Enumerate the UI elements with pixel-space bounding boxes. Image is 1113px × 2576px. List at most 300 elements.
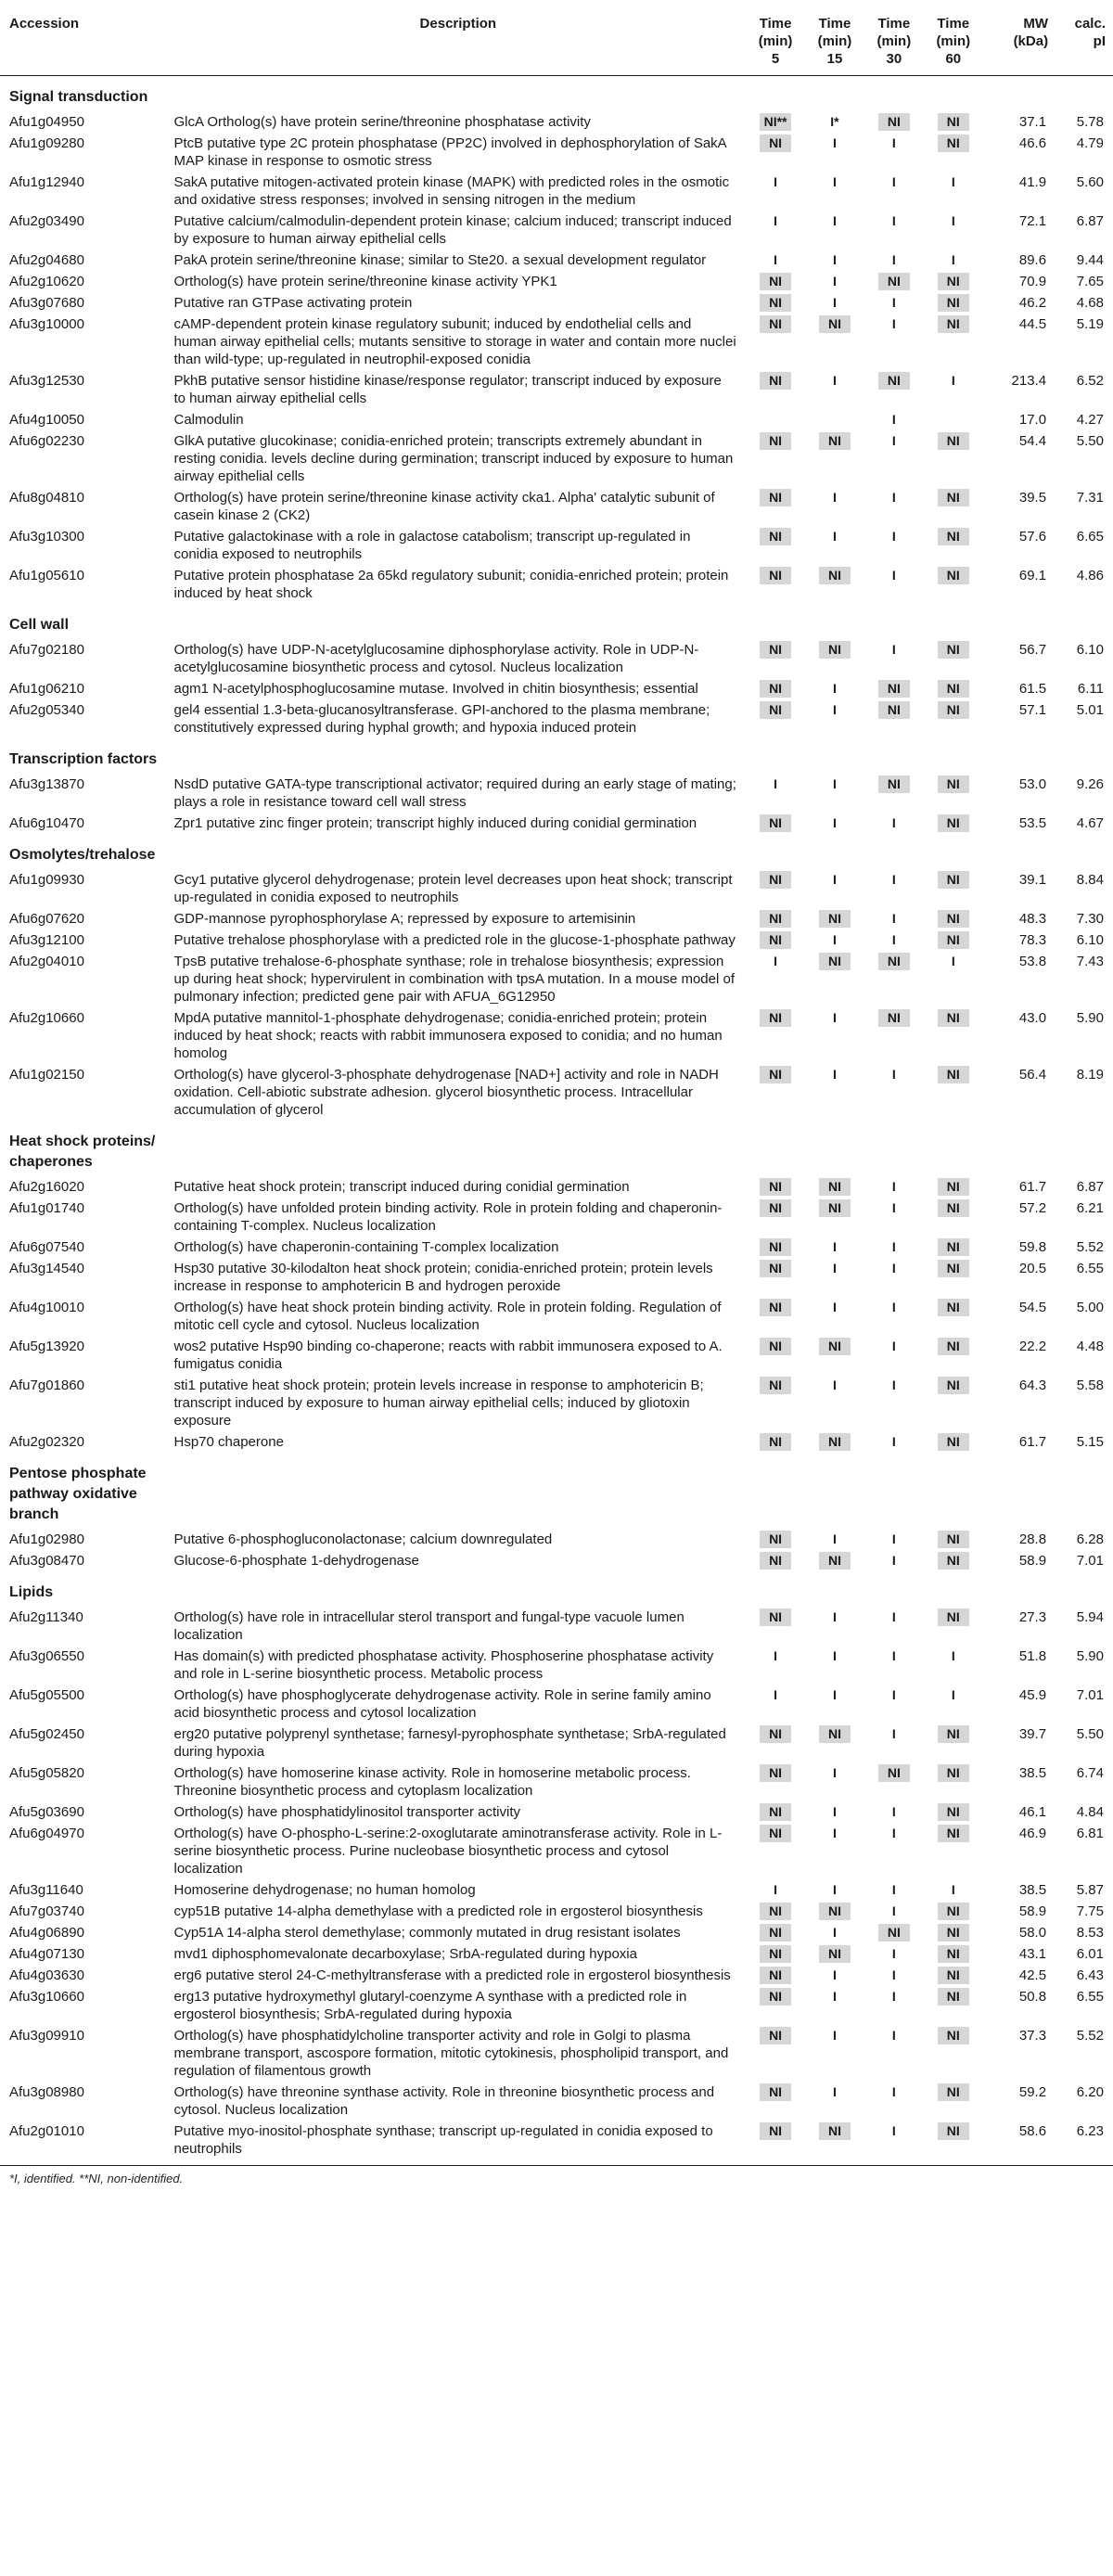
time-cell (746, 1297, 805, 1336)
time-cell (746, 1550, 805, 1571)
status-badge-non-identified: NI (760, 567, 791, 584)
pi-cell: 6.74 (1076, 1765, 1104, 1781)
table-row (0, 1943, 1113, 1965)
time-cell (924, 2121, 983, 2166)
pi-cell: 5.58 (1076, 1378, 1104, 1393)
time-cell (924, 211, 983, 250)
status-badge-non-identified: NI (819, 1199, 851, 1217)
description-cell: PkhB putative sensor histidine kinase/response regulator; transcript induced by exposure to human airway epithelial cells (173, 373, 722, 406)
status-badge-non-identified: NI (938, 1238, 969, 1256)
header-pi: calc. pI (1055, 0, 1113, 76)
time-cell (746, 2025, 805, 2082)
time-cell (924, 409, 983, 430)
pi-cell: 4.27 (1076, 412, 1104, 428)
table-row (0, 1801, 1113, 1823)
status-badge-identified: I (951, 954, 955, 968)
accession-cell: Afu2g11340 (9, 1609, 83, 1625)
status-badge-identified: I (833, 1804, 837, 1819)
pi-cell: 6.87 (1076, 1179, 1104, 1195)
accession-cell: Afu7g01860 (9, 1378, 84, 1393)
accession-cell: Afu3g13870 (9, 776, 84, 792)
mw-cell: 43.0 (1018, 1010, 1047, 1026)
time-cell (746, 1943, 805, 1965)
status-badge-non-identified: NI (878, 701, 910, 719)
status-badge-non-identified: NI (760, 1967, 791, 1984)
description-cell: GlkA putative glucokinase; conidia-enriched protein; transcripts extremely abundant in resting conidia. levels decline during germination; transcript induced by exposure to human airway epithelial cells (173, 433, 734, 484)
status-badge-identified: I (833, 213, 837, 228)
pi-cell: 6.21 (1076, 1200, 1104, 1216)
mw-cell: 44.5 (1018, 316, 1047, 332)
time-cell (864, 1986, 924, 2025)
header-time-5: Time (min) 5 (746, 0, 805, 76)
mw-cell: 28.8 (1018, 1532, 1047, 1547)
status-badge-identified: I (891, 1882, 896, 1897)
accession-cell: Afu3g07680 (9, 295, 84, 311)
time-cell (864, 1922, 924, 1943)
status-badge-non-identified: NI** (760, 113, 791, 131)
time-cell (924, 1901, 983, 1922)
time-cell (805, 1901, 864, 1922)
status-badge-non-identified: NI (938, 1066, 969, 1083)
status-badge-non-identified: NI (760, 1552, 791, 1570)
status-badge-non-identified: NI (760, 2083, 791, 2101)
section-row (0, 1453, 1113, 1529)
accession-cell: Afu2g16020 (9, 1179, 84, 1195)
time-cell (924, 172, 983, 211)
accession-cell: Afu2g04680 (9, 252, 84, 268)
status-badge-identified: I (891, 642, 896, 657)
pi-cell: 4.67 (1076, 815, 1104, 831)
time-cell (924, 1724, 983, 1762)
table-row (0, 2025, 1113, 2082)
description-cell: Ortholog(s) have homoserine kinase activity. Role in homoserine metabolic process. Threonine biosynthetic process and cytoplasm localization (173, 1765, 691, 1799)
mw-cell: 41.9 (1018, 174, 1047, 190)
status-badge-identified: I (774, 1648, 777, 1663)
time-cell (864, 1064, 924, 1121)
status-badge-non-identified: NI (878, 1764, 910, 1782)
description-cell: Ortholog(s) have UDP-N-acetylglucosamine diphosphorylase activity. Role in UDP-N-acetylglucosamine biosynthetic process and cytosol. Nucleus localization (173, 642, 699, 675)
section-title: Osmolytes/trehalose (9, 847, 156, 863)
status-badge-non-identified: NI (760, 910, 791, 928)
table-row (0, 565, 1113, 604)
time-cell (805, 409, 864, 430)
time-cell (746, 869, 805, 908)
header-time-60: Time (min) 60 (924, 0, 983, 76)
status-badge-non-identified: NI (760, 315, 791, 333)
status-badge-non-identified: NI (760, 2122, 791, 2140)
pi-cell: 6.28 (1076, 1532, 1104, 1547)
status-badge-identified: I (951, 252, 955, 267)
mw-cell: 56.7 (1018, 642, 1047, 658)
mw-cell: 61.7 (1018, 1434, 1047, 1450)
time-cell (746, 1607, 805, 1646)
status-badge-non-identified: NI (938, 567, 969, 584)
time-cell (805, 1375, 864, 1431)
status-badge-identified: I (833, 1925, 837, 1940)
accession-cell: Afu1g02980 (9, 1532, 84, 1547)
table-row (0, 1431, 1113, 1453)
status-badge-non-identified: NI (938, 1924, 969, 1942)
status-badge-non-identified: NI (938, 1260, 969, 1277)
status-badge-non-identified: NI (819, 432, 851, 450)
time-cell (746, 2121, 805, 2166)
mw-cell: 45.9 (1018, 1687, 1047, 1703)
section-title: Cell wall (9, 617, 70, 633)
pi-cell: 8.19 (1076, 1067, 1104, 1083)
mw-cell: 39.1 (1018, 872, 1047, 888)
status-badge-non-identified: NI (938, 2027, 969, 2044)
header-row (0, 0, 1113, 76)
time-cell (864, 1879, 924, 1901)
table-row (0, 1965, 1113, 1986)
status-badge-non-identified: NI (819, 315, 851, 333)
description-cell: Ortholog(s) have heat shock protein binding activity. Role in protein folding. Regulation of mitotic cell cycle and cytosol. Nucleus localization (173, 1300, 722, 1333)
time-cell (864, 1646, 924, 1685)
status-badge-non-identified: NI (938, 1299, 969, 1316)
status-badge-identified: I (891, 316, 896, 331)
status-badge-identified: I (891, 2084, 896, 2099)
time-cell (805, 1922, 864, 1943)
section-title: Lipids (9, 1584, 54, 1600)
pi-cell: 6.65 (1076, 529, 1104, 545)
time-cell (864, 951, 924, 1007)
time-cell (746, 172, 805, 211)
time-cell (746, 1823, 805, 1879)
description-cell: PtcB putative type 2C protein phosphatase (PP2C) involved in dephosphorylation of SakA MAP kinase in response to osmotic stress (173, 135, 726, 169)
status-badge-non-identified: NI (938, 641, 969, 659)
status-badge-identified: I (951, 373, 955, 388)
status-badge-non-identified: NI (938, 315, 969, 333)
time-cell (805, 314, 864, 370)
status-badge-non-identified: NI (938, 1967, 969, 1984)
status-badge-non-identified: NI (760, 2027, 791, 2044)
table-row (0, 250, 1113, 271)
status-badge-non-identified: NI (760, 1903, 791, 1920)
accession-cell: Afu3g14540 (9, 1261, 84, 1276)
status-badge-identified: I (891, 1067, 896, 1082)
status-empty (938, 411, 969, 429)
mw-cell: 37.1 (1018, 114, 1047, 130)
pi-cell: 7.30 (1076, 911, 1104, 927)
status-badge-identified: I (951, 1687, 955, 1702)
status-badge-identified: I (951, 213, 955, 228)
mw-cell: 61.7 (1018, 1179, 1047, 1195)
mw-cell: 59.8 (1018, 1239, 1047, 1255)
accession-cell: Afu5g05820 (9, 1765, 84, 1781)
accession-cell: Afu1g04950 (9, 114, 84, 130)
status-badge-non-identified: NI (819, 567, 851, 584)
accession-cell: Afu6g07620 (9, 911, 84, 927)
table-row (0, 2082, 1113, 2121)
time-cell (805, 2025, 864, 2082)
pi-cell: 6.87 (1076, 213, 1104, 229)
description-cell: Ortholog(s) have phosphoglycerate dehydrogenase activity. Role in serine family amino acid biosynthetic process and cytosol localization (173, 1687, 711, 1721)
pi-cell: 9.44 (1076, 252, 1104, 268)
table-row (0, 1258, 1113, 1297)
description-cell: mvd1 diphosphomevalonate decarboxylase; SrbA-regulated during hypoxia (173, 1946, 637, 1962)
status-badge-identified: I (833, 2028, 837, 2043)
time-cell (746, 1529, 805, 1550)
table-row (0, 1529, 1113, 1550)
table-row (0, 699, 1113, 738)
accession-cell: Afu7g03740 (9, 1903, 84, 1919)
table-row (0, 271, 1113, 292)
pi-cell: 8.84 (1076, 872, 1104, 888)
pi-cell: 5.19 (1076, 316, 1104, 332)
status-badge-non-identified: NI (819, 2122, 851, 2140)
status-badge-identified: I (891, 1609, 896, 1624)
time-cell (924, 1176, 983, 1198)
time-cell (746, 678, 805, 699)
status-badge-non-identified: NI (878, 372, 910, 390)
status-badge-non-identified: NI (760, 1338, 791, 1355)
time-cell (805, 2121, 864, 2166)
status-badge-non-identified: NI (760, 641, 791, 659)
status-badge-non-identified: NI (938, 1945, 969, 1963)
time-cell (805, 1646, 864, 1685)
mw-cell: 39.5 (1018, 490, 1047, 506)
status-badge-non-identified: NI (938, 701, 969, 719)
mw-cell: 46.1 (1018, 1804, 1047, 1820)
status-badge-identified: I (891, 529, 896, 544)
table-row (0, 1607, 1113, 1646)
mw-cell: 53.5 (1018, 815, 1047, 831)
time-cell (864, 526, 924, 565)
status-badge-non-identified: NI (760, 273, 791, 290)
accession-cell: Afu3g12100 (9, 932, 84, 948)
accession-cell: Afu1g09280 (9, 135, 84, 151)
time-cell (864, 1529, 924, 1550)
accession-cell: Afu5g13920 (9, 1339, 84, 1354)
time-cell (746, 1922, 805, 1943)
time-cell (864, 1607, 924, 1646)
status-badge-identified: I (833, 274, 837, 288)
mw-cell: 57.6 (1018, 529, 1047, 545)
status-badge-non-identified: NI (760, 489, 791, 506)
time-cell (864, 1550, 924, 1571)
status-badge-identified: I (891, 1532, 896, 1546)
status-badge-identified: I (833, 135, 837, 150)
time-cell (864, 2121, 924, 2166)
time-cell (746, 409, 805, 430)
header-time-15: Time (min) 15 (805, 0, 864, 76)
time-cell (864, 813, 924, 834)
time-cell (746, 1431, 805, 1453)
status-badge-non-identified: NI (760, 1377, 791, 1394)
time-cell (924, 111, 983, 133)
time-cell (864, 1801, 924, 1823)
table-row (0, 1375, 1113, 1431)
description-cell: Putative calcium/calmodulin-dependent protein kinase; calcium induced; transcript induced by exposure to human airway epithelial cells (173, 213, 732, 247)
time-cell (805, 1550, 864, 1571)
status-badge-identified: I (891, 1804, 896, 1819)
time-cell (864, 774, 924, 813)
time-cell (924, 1198, 983, 1237)
time-cell (864, 1237, 924, 1258)
time-cell (924, 1336, 983, 1375)
time-cell (924, 487, 983, 526)
table-row (0, 1986, 1113, 2025)
description-cell: Glucose-6-phosphate 1-dehydrogenase (173, 1553, 419, 1569)
status-badge-identified: I (891, 1434, 896, 1449)
status-badge-non-identified: NI (938, 528, 969, 545)
description-cell: SakA putative mitogen-activated protein kinase (MAPK) with predicted roles in the osmotic and oxidative stress responses; involved in sensing nitrogen in the medium (173, 174, 730, 208)
status-badge-identified: I (833, 815, 837, 830)
pi-cell: 5.78 (1076, 114, 1104, 130)
time-cell (805, 1431, 864, 1453)
status-badge-non-identified: NI (760, 1066, 791, 1083)
time-cell (805, 430, 864, 487)
status-badge-identified: I (833, 932, 837, 947)
status-badge-identified: I (891, 1239, 896, 1254)
status-badge-non-identified: NI (938, 1377, 969, 1394)
status-badge-non-identified: NI (938, 294, 969, 312)
time-cell (805, 951, 864, 1007)
time-cell (924, 813, 983, 834)
status-badge-non-identified: NI (819, 1945, 851, 1963)
table-row (0, 211, 1113, 250)
accession-cell: Afu3g12530 (9, 373, 84, 389)
pi-cell: 7.43 (1076, 954, 1104, 969)
description-cell: erg13 putative hydroxymethyl glutaryl-coenzyme A synthase with a predicted role in ergosterol biosynthesis; SrbA-regulated during hypoxia (173, 1989, 687, 2022)
status-badge-identified: I (833, 174, 837, 189)
status-badge-identified: I (833, 1609, 837, 1624)
header-time-30: Time (min) 30 (864, 0, 924, 76)
time-cell (864, 1685, 924, 1724)
time-cell (924, 430, 983, 487)
header-description: Description (171, 0, 747, 76)
status-badge-identified: I (891, 1648, 896, 1663)
status-badge-identified: I (951, 174, 955, 189)
time-cell (864, 250, 924, 271)
status-badge-non-identified: NI (819, 910, 851, 928)
table-body (0, 76, 1113, 2166)
time-cell (924, 2025, 983, 2082)
pi-cell: 5.00 (1076, 1300, 1104, 1315)
status-empty (760, 411, 791, 429)
status-badge-non-identified: NI (938, 1764, 969, 1782)
mw-cell: 70.9 (1018, 274, 1047, 289)
status-badge-non-identified: NI (878, 1924, 910, 1942)
status-badge-identified: I (891, 1903, 896, 1918)
accession-cell: Afu1g01740 (9, 1200, 84, 1216)
accession-cell: Afu3g10300 (9, 529, 84, 545)
time-cell (746, 774, 805, 813)
accession-cell: Afu5g05500 (9, 1687, 84, 1703)
status-badge-non-identified: NI (760, 814, 791, 832)
mw-cell: 78.3 (1018, 932, 1047, 948)
time-cell (864, 678, 924, 699)
status-badge-identified: I (833, 1378, 837, 1392)
accession-cell: Afu4g10010 (9, 1300, 84, 1315)
status-badge-identified: I (891, 433, 896, 448)
time-cell (924, 1922, 983, 1943)
status-badge-non-identified: NI (760, 1260, 791, 1277)
time-cell (864, 271, 924, 292)
accession-cell: Afu4g07130 (9, 1946, 84, 1962)
status-badge-non-identified: NI (760, 931, 791, 949)
mw-cell: 54.5 (1018, 1300, 1047, 1315)
accession-cell: Afu6g02230 (9, 433, 84, 449)
accession-cell: Afu3g09910 (9, 2028, 84, 2044)
description-cell: MpdA putative mannitol-1-phosphate dehydrogenase; conidia-enriched protein; protein induced by heat shock; reacts with rabbit immunosera exposed to conidia; and no human homolog (173, 1010, 723, 1061)
status-badge-identified: I (774, 1687, 777, 1702)
accession-cell: Afu2g10660 (9, 1010, 84, 1026)
status-badge-identified: I (891, 1300, 896, 1314)
time-cell (746, 1646, 805, 1685)
status-badge-non-identified: NI (938, 931, 969, 949)
description-cell: gel4 essential 1.3-beta-glucanosyltransferase. GPI-anchored to the plasma membrane; constitutively expressed during hyphal growth; and hypoxia induced protein (173, 702, 710, 736)
status-badge-non-identified: NI (938, 113, 969, 131)
accession-cell: Afu3g08470 (9, 1553, 84, 1569)
status-badge-non-identified: NI (938, 1178, 969, 1196)
status-badge-identified: I (774, 1882, 777, 1897)
pi-cell: 4.86 (1076, 568, 1104, 583)
time-cell (805, 1336, 864, 1375)
time-cell (924, 1064, 983, 1121)
accession-cell: Afu6g07540 (9, 1239, 84, 1255)
table-row (0, 813, 1113, 834)
time-cell (924, 1529, 983, 1550)
accession-cell: Afu2g02320 (9, 1434, 84, 1450)
time-cell (924, 1237, 983, 1258)
status-badge-non-identified: NI (819, 1903, 851, 1920)
pi-cell: 6.20 (1076, 2084, 1104, 2100)
status-badge-identified: I (891, 568, 896, 583)
status-badge-identified: I (833, 1532, 837, 1546)
mw-cell: 42.5 (1018, 1967, 1047, 1983)
description-cell: Ortholog(s) have O-phospho-L-serine:2-oxoglutarate aminotransferase activity. Role in L-serine biosynthetic process. Purine nucleobase biosynthetic process and cytosol localization (173, 1826, 723, 1877)
accession-cell: Afu3g06550 (9, 1648, 84, 1664)
section-title: Signal transduction (9, 89, 148, 105)
table-row (0, 409, 1113, 430)
time-cell (805, 678, 864, 699)
mw-cell: 58.6 (983, 2121, 1055, 2166)
time-cell (924, 1258, 983, 1297)
description-cell: Putative 6-phosphogluconolactonase; calcium downregulated (173, 1532, 553, 1547)
time-cell (864, 487, 924, 526)
pi-cell: 5.52 (1076, 2028, 1104, 2044)
mw-cell: 58.9 (1018, 1903, 1047, 1919)
time-cell (805, 1297, 864, 1336)
description-cell: sti1 putative heat shock protein; protein levels increase in response to amphotericin B; transcript induced by exposure to human airway epithelial cells; induced by gliotoxin exposure (173, 1378, 704, 1429)
table-row (0, 1237, 1113, 1258)
header-mw: MW (kDa) (983, 0, 1055, 76)
status-badge-non-identified: NI (938, 1608, 969, 1626)
status-badge-non-identified: NI (938, 1552, 969, 1570)
accession-cell: Afu1g06210 (9, 681, 84, 697)
time-cell (746, 314, 805, 370)
section-title: Heat shock proteins/ chaperones (9, 1134, 156, 1170)
mw-cell: 56.4 (1018, 1067, 1047, 1083)
time-cell (805, 565, 864, 604)
accession-cell: Afu4g10050 (9, 412, 84, 428)
time-cell (746, 1258, 805, 1297)
status-badge-identified: I (833, 872, 837, 887)
status-badge-non-identified: NI (938, 1338, 969, 1355)
status-badge-non-identified: NI (760, 1238, 791, 1256)
status-badge-identified: I (891, 295, 896, 310)
time-cell (864, 639, 924, 678)
description-cell: Putative galactokinase with a role in galactose catabolism; transcript up-regulated in conidia exposed to neutrophils (173, 529, 691, 562)
status-badge-identified: I (833, 1239, 837, 1254)
status-badge-identified: I (891, 1989, 896, 2004)
time-cell (924, 1801, 983, 1823)
time-cell (864, 211, 924, 250)
table-row (0, 1879, 1113, 1901)
description-cell: Putative trehalose phosphorylase with a predicted role in the glucose-1-phosphate pathway (173, 932, 736, 948)
status-badge-identified: I (833, 1765, 837, 1780)
